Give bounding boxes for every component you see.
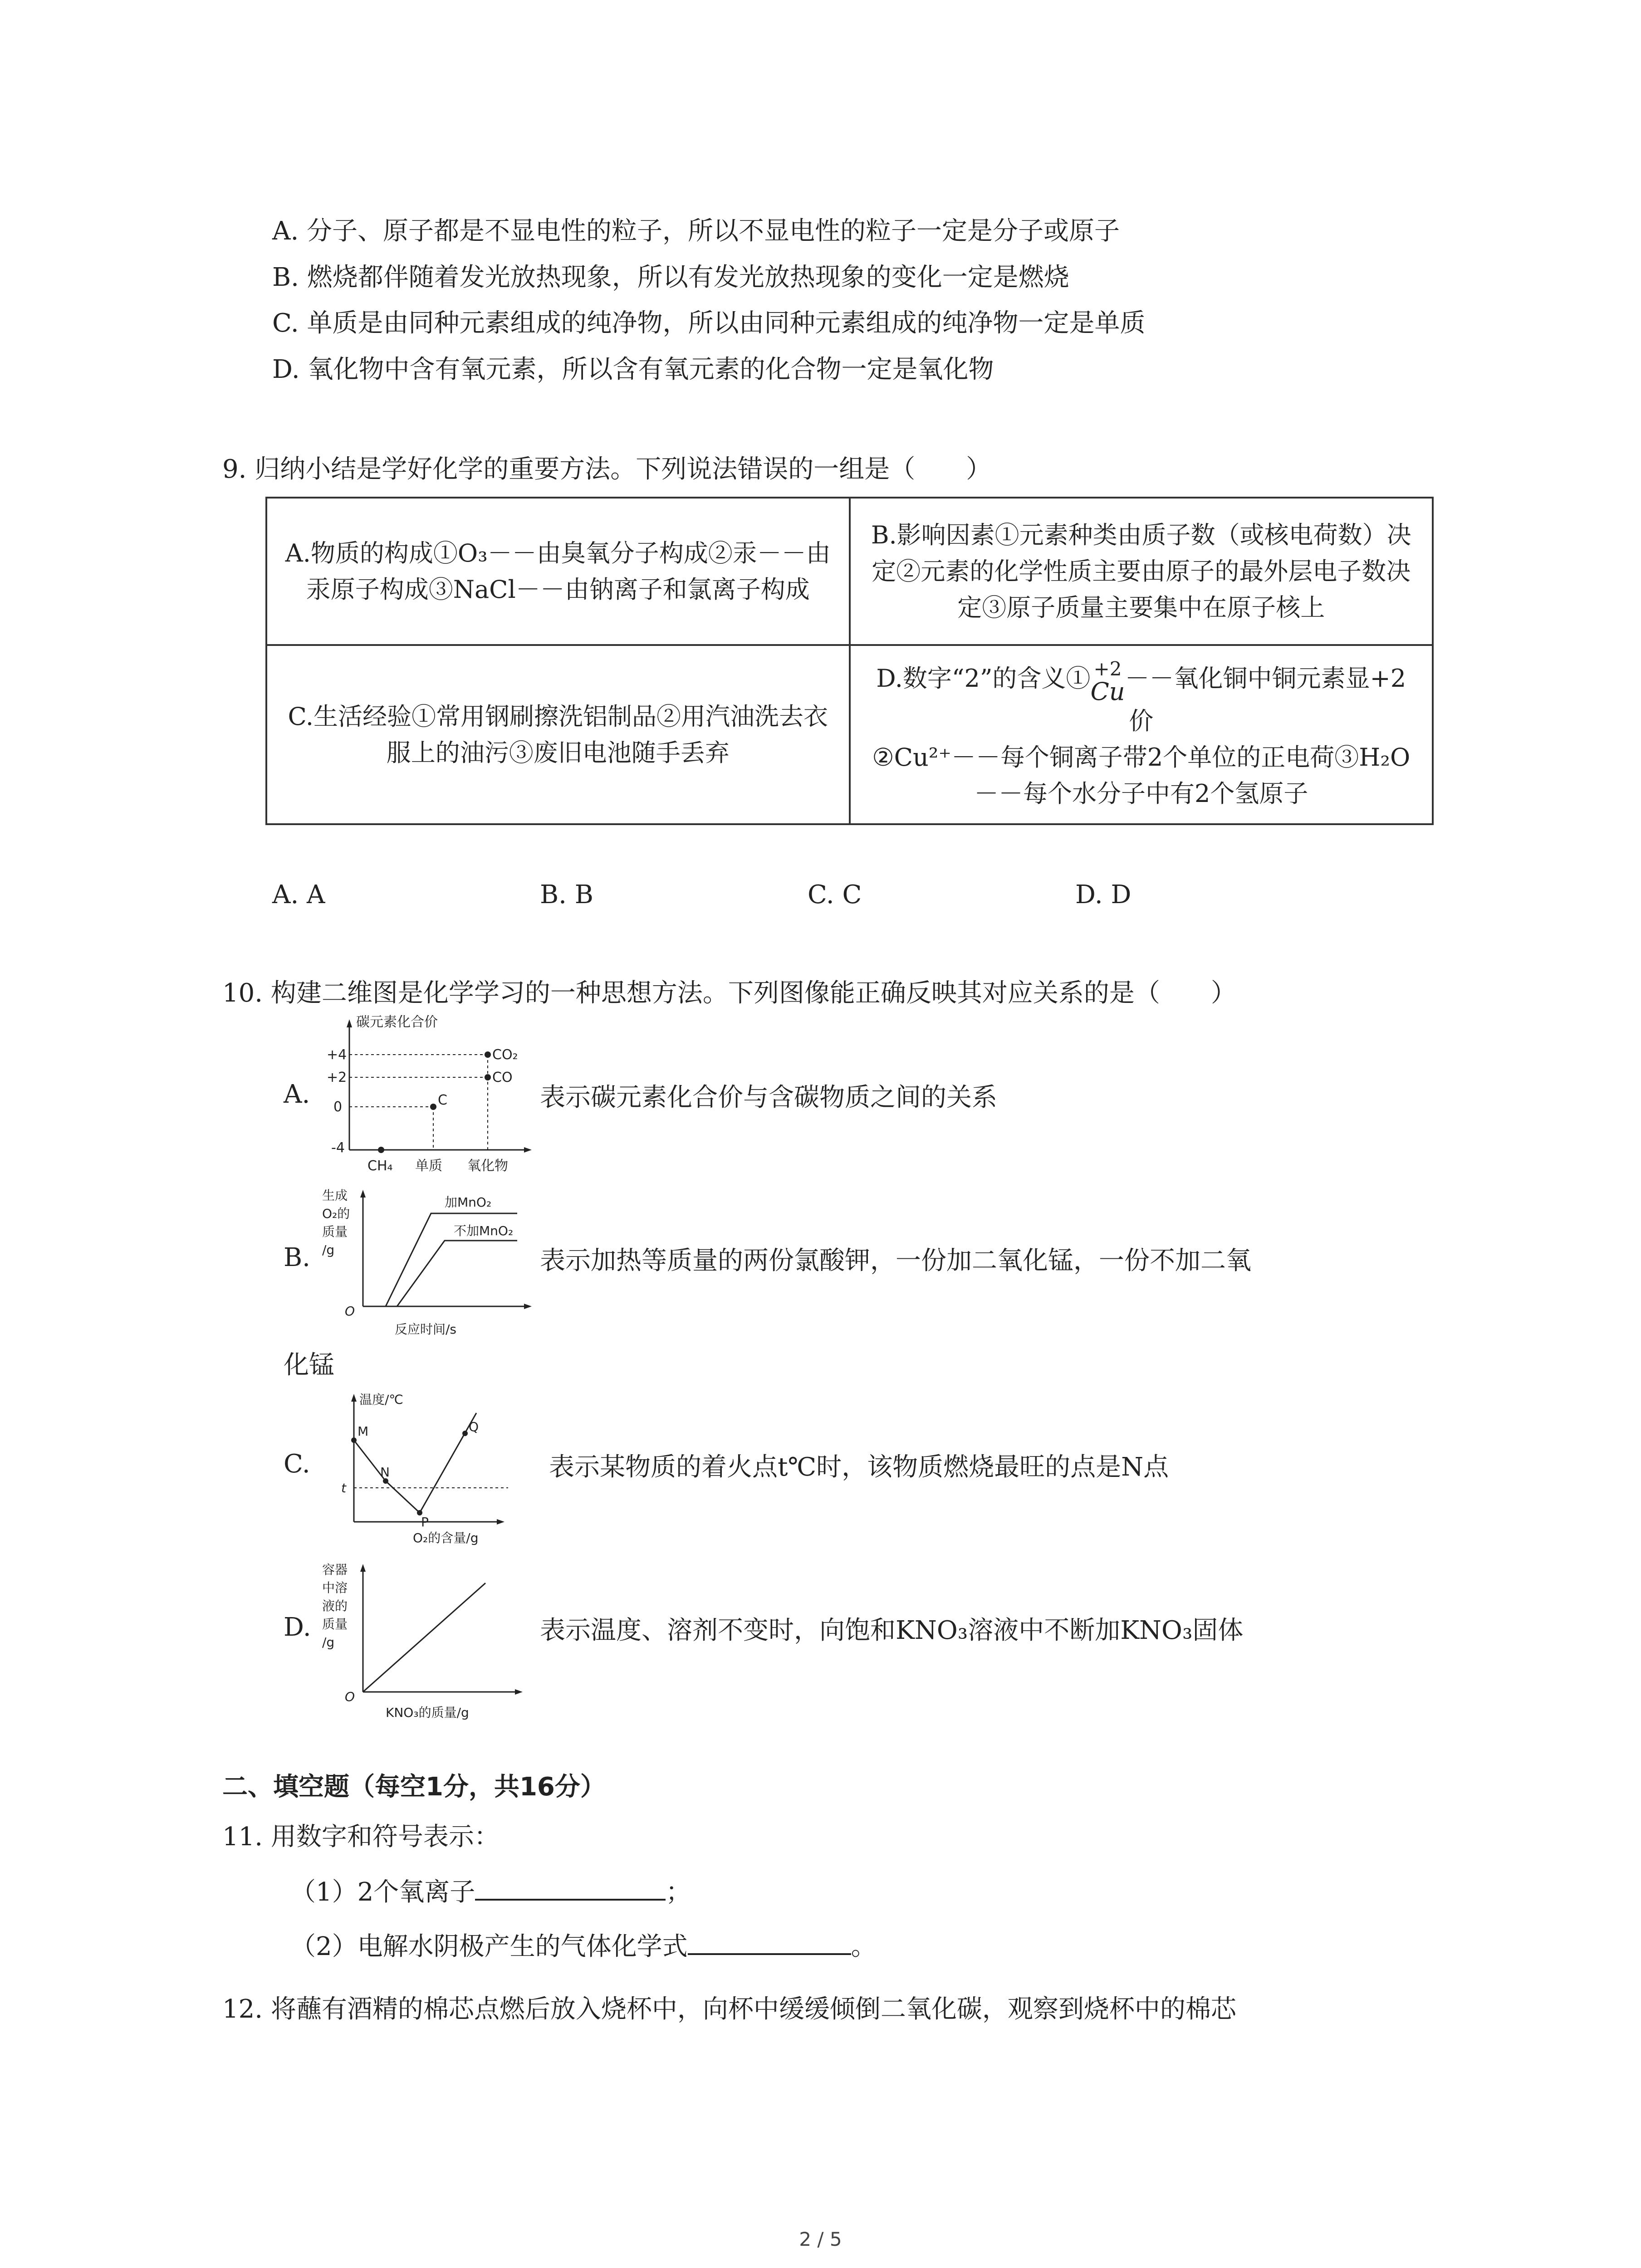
figure-a-ytick-0: 0 — [333, 1099, 343, 1115]
figure-a-ylabel: 碳元素化合价 — [356, 1014, 438, 1030]
figure-a-label-co2: CO₂ — [492, 1047, 518, 1063]
figure-c-point-q: Q — [469, 1419, 479, 1434]
q10-b-letter: B. — [284, 1243, 310, 1272]
q9-stem: 9. 归纳小结是学好化学的重要方法。下列说法错误的一组是（ ） — [222, 455, 992, 484]
figure-b-ylabel-2: O₂的 — [322, 1206, 350, 1221]
figure-a-xtick-ch4: CH₄ — [367, 1158, 393, 1174]
q9-cell-d: D.数字“2”的含义① +2 Cu －－氧化铜中铜元素显+2价 ②Cu²⁺－－每个铜离子带2个单位的正电荷③H₂O－－每个水分子中有2个氢原子 — [850, 645, 1433, 824]
figure-a-ytick-minus4: -4 — [331, 1140, 345, 1156]
q11-part2-blank[interactable] — [688, 1928, 851, 1955]
figure-d-ylabel-1: 容器 — [322, 1562, 348, 1577]
figure-d-ylabel-5: /g — [322, 1635, 335, 1650]
figure-b-series-with: 加MnO₂ — [445, 1195, 492, 1210]
figure-d-line — [363, 1583, 485, 1692]
figure-d-xlabel: KNO₃的质量/g — [386, 1705, 469, 1720]
q9-choice-a: A. A — [272, 880, 325, 909]
q8-option-b: B. 燃烧都伴随着发光放热现象，所以有发光放热现象的变化一定是燃烧 — [272, 263, 1069, 292]
q8-option-c: C. 单质是由同种元素组成的纯净物，所以由同种元素组成的纯净物一定是单质 — [272, 308, 1146, 338]
figure-b-origin: O — [345, 1304, 355, 1319]
figure-b-xlabel: 反应时间/s — [395, 1322, 457, 1337]
figure-a-point-ch4 — [378, 1147, 384, 1153]
figure-c-point-m: M — [358, 1424, 369, 1439]
figure-b-ylabel-1: 生成 — [322, 1188, 348, 1203]
q9-table — [265, 497, 1434, 825]
figure-a-ytick-plus4: +4 — [327, 1047, 347, 1063]
figure-b-caption-cont: 化锰 — [284, 1350, 334, 1380]
figure-b-ylabel-3: 质量 — [322, 1224, 348, 1239]
q8-option-a: A. 分子、原子都是不显电性的粒子，所以不显电性的粒子一定是分子或原子 — [272, 216, 1120, 246]
figure-d-origin: O — [345, 1689, 355, 1704]
figure-a-xtick-oxide: 氧化物 — [467, 1158, 508, 1174]
figure-c-point-n: N — [380, 1465, 390, 1480]
figure-c-xlabel: O₂的含量/g — [413, 1530, 479, 1545]
q10-a-letter: A. — [284, 1080, 310, 1109]
figure-d-ylabel-4: 质量 — [322, 1617, 348, 1632]
q9-choice-d: D. D — [1075, 880, 1132, 909]
page-number: 2 / 5 — [799, 2228, 842, 2250]
q11-part1-blank[interactable] — [475, 1873, 666, 1901]
q9-cell-a: A.物质的构成①O₃－－由臭氧分子构成②汞－－由汞原子构成③NaCl－－由钠离子和氯离子构成 — [266, 498, 850, 645]
section2-heading: 二、填空题（每空1分，共16分） — [222, 1772, 606, 1802]
figure-b-caption: 表示加热等质量的两份氯酸钾，一份加二氧化锰，一份不加二氧 — [540, 1246, 1251, 1276]
q11-part2: （2）电解水阴极产生的气体化学式 。 — [290, 1928, 877, 1965]
figure-a-point-c — [430, 1104, 436, 1110]
figure-d-caption: 表示温度、溶剂不变时，向饱和KNO₃溶液中不断加KNO₃固体 — [540, 1616, 1244, 1645]
q10-d-letter: D. — [284, 1613, 311, 1642]
q9-cell-b: B.影响因素①元素种类由质子数（或核电荷数）决定②元素的化学性质主要由原子的最外层电子数决定③原子质量主要集中在原子核上 — [850, 498, 1433, 645]
figure-b-series-without: 不加MnO₂ — [454, 1223, 514, 1238]
figure-c-curve — [354, 1413, 476, 1513]
figure-b-oxygen-chart — [318, 1186, 535, 1340]
q11-part1: （1）2个氧离子 ； — [290, 1873, 691, 1911]
figure-d-ylabel-2: 中溶 — [322, 1580, 348, 1595]
figure-c-caption: 表示某物质的着火点t℃时，该物质燃烧最旺的点是N点 — [549, 1452, 1169, 1482]
figure-a-ytick-plus2: +2 — [327, 1070, 347, 1085]
figure-a-label-c: C — [438, 1092, 447, 1108]
figure-d-ylabel-3: 液的 — [322, 1598, 348, 1613]
figure-c-point-p: P — [421, 1515, 429, 1530]
figure-a-xtick-elemental: 单质 — [415, 1158, 442, 1174]
figure-a-point-co — [485, 1074, 491, 1080]
figure-d-solution-chart — [318, 1560, 535, 1724]
figure-a-valence-chart — [318, 1014, 535, 1177]
q9-cell-c: C.生活经验①常用钢刷擦洗铝制品②用汽油洗去衣服上的油污③废旧电池随手丢弃 — [266, 645, 850, 824]
figure-a-point-co2 — [485, 1051, 491, 1058]
figure-c-ylabel: 温度/℃ — [359, 1392, 403, 1407]
figure-b-ylabel-4: /g — [322, 1242, 335, 1257]
q8-option-d: D. 氧化物中含有氧元素，所以含有氧元素的化合物一定是氧化物 — [272, 355, 994, 384]
q11-stem: 11. 用数字和符号表示： — [222, 1822, 500, 1852]
q9-choice-c: C. C — [808, 880, 862, 909]
figure-a-caption: 表示碳元素化合价与含碳物质之间的关系 — [540, 1083, 997, 1112]
figure-a-label-co: CO — [492, 1070, 513, 1085]
q10-c-letter: C. — [284, 1449, 310, 1479]
figure-c-t-mark: t — [341, 1481, 346, 1496]
figure-c-temperature-chart — [318, 1390, 572, 1549]
q9-choice-b: B. B — [540, 880, 593, 909]
q12-stem: 12. 将蘸有酒精的棉芯点燃后放入烧杯中，向杯中缓缓倾倒二氧化碳，观察到烧杯中的棉芯 — [222, 1994, 1236, 2024]
q10-stem: 10. 构建二维图是化学学习的一种思想方法。下列图像能正确反映其对应关系的是（ ） — [222, 978, 1236, 1008]
figure-b-line-without-mno2 — [397, 1241, 517, 1306]
